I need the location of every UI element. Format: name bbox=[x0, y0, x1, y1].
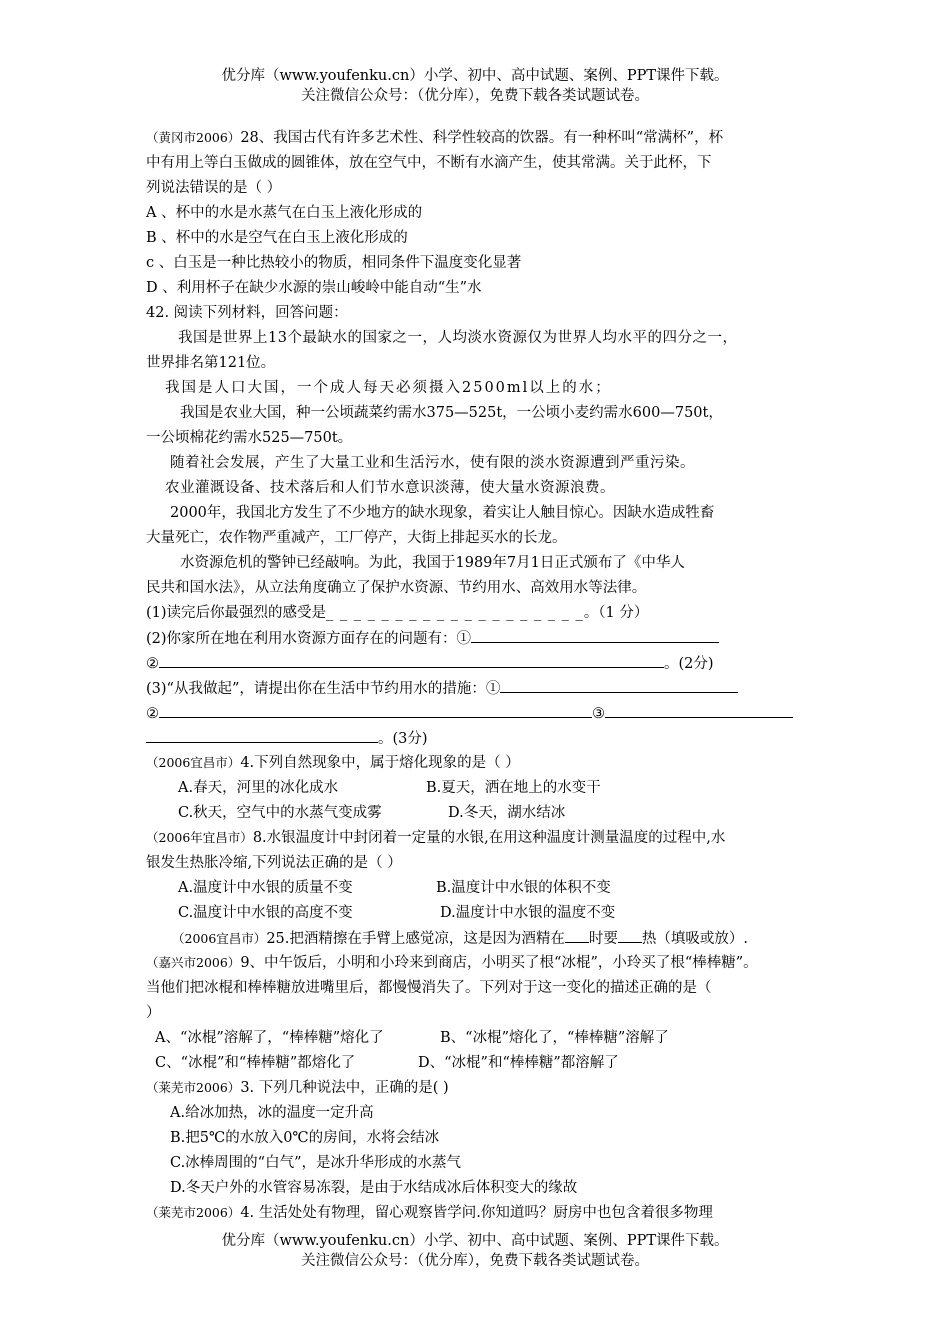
q25-text-2: 时要 bbox=[588, 931, 618, 947]
q28-source: （黄冈市2006） bbox=[146, 130, 241, 145]
q8-option-b: B.温度计中水银的体积不变 bbox=[436, 880, 611, 896]
q3-stem bbox=[146, 1078, 449, 1098]
q42-sub-3-cont bbox=[146, 703, 793, 724]
header-line-1: 优分库（www.youfenku.cn）小学、初中、高中试题、案例、PPT课件下载。 bbox=[221, 68, 729, 84]
q42-para-2: 我国是人口大国，一个成人每天必须摄入2500ml以上的水； bbox=[165, 380, 612, 396]
q8-option-d: D.温度计中水银的温度不变 bbox=[440, 905, 616, 921]
q42-sub-3 bbox=[146, 678, 738, 699]
q4-stem-text: 4.下列自然现象中，属于熔化现象的是（ ） bbox=[240, 755, 520, 771]
q9-line-2: 当他们把冰棍和棒棒糖放进嘴里后，都慢慢消失了。下列对于这一变化的描述正确的是（ bbox=[146, 980, 712, 996]
q4-option-c: C.秋天，空气中的水蒸气变成雾 bbox=[178, 805, 382, 821]
q3-option-a: A.给冰加热，冰的温度一定升高 bbox=[170, 1105, 374, 1121]
q42-sub-2-text: (2)你家所在地在利用水资源方面存在的问题有：① bbox=[146, 631, 472, 647]
q42-para-1a: 我国是世界上13个最缺水的国家之一，人均淡水资源仅为世界人均水平的四分之一， bbox=[178, 330, 738, 346]
q25-text-3: 热（填吸或放）. bbox=[641, 931, 748, 947]
q3-source: （莱芜市2006） bbox=[146, 1080, 241, 1095]
q4-option-a: A.春天，河里的冰化成水 bbox=[178, 780, 339, 796]
q8-option-c: C.温度计中水银的高度不变 bbox=[178, 905, 353, 921]
q4-option-b: B.夏天，洒在地上的水变干 bbox=[426, 780, 601, 796]
q42-para-3b: 一公顷棉花约需水525—750t。 bbox=[146, 430, 353, 446]
q42-para-5: 农业灌溉设备、技术落后和人们节水意识淡薄，使大量水资源浪费。 bbox=[165, 480, 615, 496]
q42-sub-3-text: (3)“从我做起”，请提出你在生活中节约用水的措施：① bbox=[146, 681, 501, 697]
q9-source: （嘉兴市2006） bbox=[146, 955, 241, 970]
q28-stem-1: 28、我国古代有许多艺术性、科学性较高的饮器。有一种杯叫“常满杯”，杯 bbox=[240, 130, 724, 146]
q42-para-6a: 2000年，我国北方发生了不少地方的缺水现象，着实让人触目惊心。因缺水造成牲畜 bbox=[170, 505, 715, 521]
q3-option-c: C.冰棒周围的“白气”，是冰升华形成的水蒸气 bbox=[170, 1155, 462, 1171]
q42-sub-1-end: 。（1 分） bbox=[583, 605, 649, 621]
q25-line bbox=[172, 928, 748, 949]
q42-sub-2-end: 。(2分) bbox=[664, 656, 714, 672]
q42-sub-1-text: (1)读完后你最强烈的感受是 bbox=[146, 605, 327, 621]
q4-source: （2006宜昌市） bbox=[146, 755, 241, 770]
q42-sub-2-cont bbox=[146, 653, 714, 674]
q42-sub-3-blank-1[interactable] bbox=[500, 678, 738, 693]
q8-line-2: 银发生热胀冷缩,下列说法正确的是（ ） bbox=[146, 855, 402, 871]
q9-stem-1: 9、中午饭后，小明和小玲来到商店，小明买了根“冰棍”，小玲买了根“棒棒糖”。 bbox=[240, 955, 758, 971]
q42-sub-3-blank-2[interactable] bbox=[159, 703, 592, 718]
q3-option-b: B.把5℃的水放入0℃的房间，水将会结冰 bbox=[170, 1130, 440, 1146]
q25-source: （2006宜昌市） bbox=[172, 931, 267, 946]
q25-text-1: 25.把酒精擦在手臂上感觉凉，这是因为酒精在 bbox=[266, 931, 565, 947]
q42-sub-1-blank[interactable]: _ _ _ _ _ _ _ _ _ _ _ _ _ _ _ _ _ _ _ bbox=[326, 605, 584, 621]
q9-line-3: ） bbox=[146, 1005, 161, 1021]
q9-option-c: C、“冰棍”和“棒棒糖”都熔化了 bbox=[155, 1055, 356, 1071]
q42-title: 42. 阅读下列材料，回答问题： bbox=[146, 305, 348, 321]
q28-option-a: A 、杯中的水是水蒸气在白玉上液化形成的 bbox=[146, 205, 423, 221]
q4b-source: （莱芜市2006） bbox=[146, 1205, 241, 1220]
q28-line-3: 列说法错误的是（ ） bbox=[146, 180, 282, 196]
q25-blank-1[interactable] bbox=[565, 928, 589, 943]
q28-option-d: D 、利用杯子在缺少水源的崇山峻岭中能自动“生”水 bbox=[146, 280, 482, 296]
q3-stem-text: 3. 下列几种说法中，正确的是( ) bbox=[240, 1080, 449, 1096]
q8-source: （2006年宜昌市） bbox=[146, 830, 253, 845]
q4b-stem-text: 4. 生活处处有物理，留心观察皆学问.你知道吗？厨房中也包含着很多物理 bbox=[240, 1205, 713, 1221]
q42-sub-2 bbox=[146, 628, 719, 649]
footer-line-1: 优分库（www.youfenku.cn）小学、初中、高中试题、案例、PPT课件下载。 bbox=[221, 1233, 729, 1249]
q42-sub-2-circle-2: ② bbox=[146, 656, 159, 672]
q8-line-1 bbox=[146, 828, 725, 848]
q42-para-1b: 世界排名第121位。 bbox=[146, 355, 276, 371]
q9-option-d: D、“冰棍”和“棒棒糖”都溶解了 bbox=[418, 1055, 619, 1071]
q42-sub-2-blank-1[interactable] bbox=[471, 628, 719, 643]
q42-sub-2-blank-2[interactable] bbox=[159, 653, 664, 668]
q42-sub-3-circle-2: ② bbox=[146, 706, 159, 722]
q25-blank-2[interactable] bbox=[618, 928, 642, 943]
footer-line-2: 关注微信公众号：（优分库），免费下载各类试题试卷。 bbox=[301, 1253, 649, 1269]
q9-option-b: B、“冰棍”熔化了，“棒棒糖”溶解了 bbox=[440, 1030, 669, 1046]
q4-stem bbox=[146, 753, 520, 773]
q42-sub-3-blank-3[interactable] bbox=[605, 703, 793, 718]
q42-sub-3-circle-3: ③ bbox=[592, 706, 605, 722]
q28-option-c: c 、白玉是一种比热较小的物质，相同条件下温度变化显著 bbox=[146, 255, 522, 271]
header-line-2: 关注微信公众号：（优分库），免费下载各类试题试卷。 bbox=[301, 88, 649, 104]
q42-para-7a: 水资源危机的警钟已经敲响。为此，我国于1989年7月1日正式颁布了《中华人 bbox=[180, 555, 685, 571]
q9-line-1 bbox=[146, 953, 758, 973]
q9-option-a: A、“冰棍”溶解了，“棒棒糖”熔化了 bbox=[155, 1030, 384, 1046]
q42-para-6b: 大量死亡，农作物严重减产，工厂停产，大街上排起买水的长龙。 bbox=[146, 530, 567, 546]
q42-para-4: 随着社会发展，产生了大量工业和生活污水，使有限的淡水资源遭到严重污染。 bbox=[170, 455, 695, 471]
q28-line-1 bbox=[146, 128, 723, 148]
q4-option-d: D.冬天，湖水结冰 bbox=[448, 805, 566, 821]
q42-sub-3-blank-4[interactable] bbox=[146, 728, 378, 743]
q4b-stem bbox=[146, 1203, 713, 1223]
q28-line-2: 中有用上等白玉做成的圆锥体，放在空气中，不断有水滴产生，使其常满。关于此杯，下 bbox=[146, 155, 712, 171]
q42-sub-1 bbox=[146, 603, 648, 623]
q28-option-b: B 、杯中的水是空气在白玉上液化形成的 bbox=[146, 230, 408, 246]
q8-stem-1: 8.水银温度计中封闭着一定量的水银,在用这种温度计测量温度的过程中,水 bbox=[252, 830, 726, 846]
q3-option-d: D.冬天户外的水管容易冻裂，是由于水结成冰后体积变大的缘故 bbox=[170, 1180, 578, 1196]
q42-para-7b: 民共和国水法》，从立法角度确立了保护水资源、节约用水、高效用水等法律。 bbox=[146, 580, 647, 596]
q42-sub-3-end-line bbox=[146, 728, 428, 749]
q42-para-3a: 我国是农业大国，种一公顷蔬菜约需水375—525t，一公顷小麦约需水600—750t， bbox=[180, 405, 723, 421]
q8-option-a: A.温度计中水银的质量不变 bbox=[178, 880, 353, 896]
q42-sub-3-end: 。(3分) bbox=[378, 731, 428, 747]
